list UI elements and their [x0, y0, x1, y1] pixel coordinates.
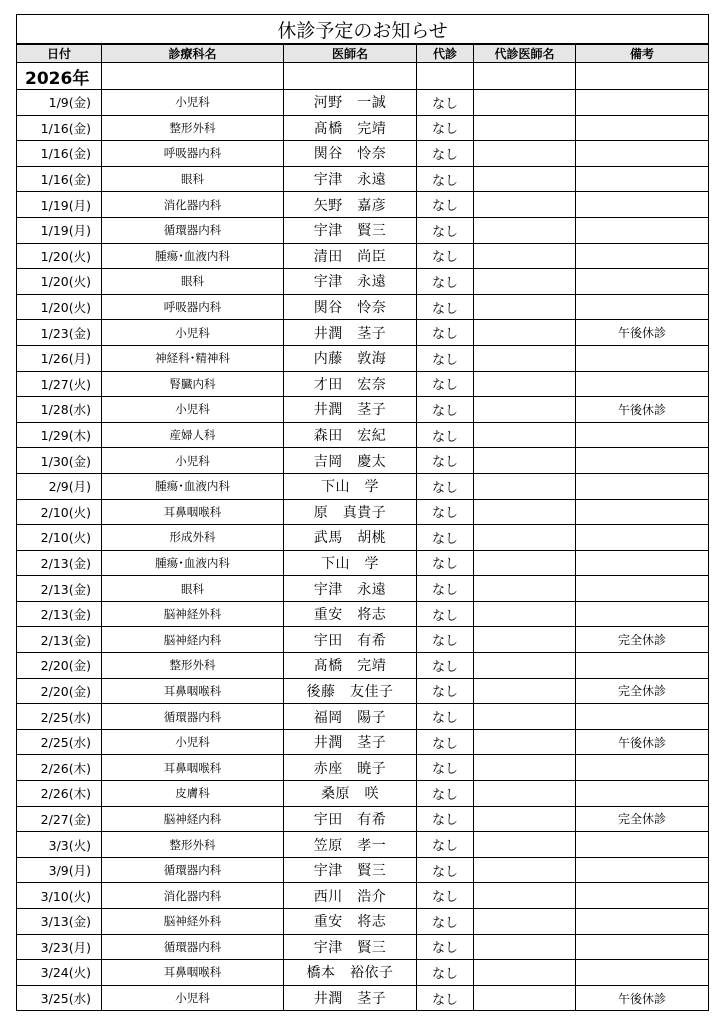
- table-row: [17, 883, 709, 909]
- substitute-cell: なし: [417, 371, 474, 397]
- substitute-cell: なし: [417, 832, 474, 858]
- substitute-doctor-cell: [474, 909, 576, 935]
- remarks-cell: [576, 781, 709, 807]
- substitute-doctor-cell: [474, 525, 576, 551]
- substitute-doctor-cell: [474, 448, 576, 474]
- substitute-cell: なし: [417, 934, 474, 960]
- table-row: [17, 806, 709, 832]
- date-cell: 3/23(月): [17, 934, 102, 960]
- substitute-doctor-cell: [474, 653, 576, 679]
- date-cell: 2/26(木): [17, 781, 102, 807]
- table-row: [17, 217, 709, 243]
- substitute-doctor-cell: [474, 601, 576, 627]
- date-cell: 1/9(金): [17, 90, 102, 116]
- remarks-cell: [576, 90, 709, 116]
- doctor-cell: 河野 一誠: [284, 90, 417, 116]
- remarks-cell: [576, 909, 709, 935]
- date-cell: 2/9(月): [17, 473, 102, 499]
- date-cell: 2/20(金): [17, 678, 102, 704]
- remarks-cell: 完全休診: [576, 806, 709, 832]
- department-cell: 腫瘍･血液内科: [102, 243, 284, 269]
- table-row: [17, 653, 709, 679]
- substitute-doctor-cell: [474, 345, 576, 371]
- department-cell: 小児科: [102, 320, 284, 346]
- table-row: [17, 320, 709, 346]
- remarks-cell: 午後休診: [576, 320, 709, 346]
- date-cell: 2/27(金): [17, 806, 102, 832]
- department-cell: 産婦人科: [102, 422, 284, 448]
- doctor-cell: 宇津 永遠: [284, 269, 417, 295]
- substitute-doctor-cell: [474, 832, 576, 858]
- doctor-cell: 福岡 陽子: [284, 704, 417, 730]
- date-cell: 1/30(金): [17, 448, 102, 474]
- date-cell: 1/16(金): [17, 115, 102, 141]
- doctor-cell: 武馬 胡桃: [284, 525, 417, 551]
- table-row: [17, 371, 709, 397]
- date-cell: 1/23(金): [17, 320, 102, 346]
- department-cell: 消化器内科: [102, 883, 284, 909]
- substitute-cell: なし: [417, 166, 474, 192]
- year-label: 2026年: [17, 63, 102, 90]
- remarks-cell: [576, 166, 709, 192]
- substitute-cell: なし: [417, 499, 474, 525]
- remarks-cell: [576, 269, 709, 295]
- remarks-cell: 完全休診: [576, 627, 709, 653]
- substitute-cell: なし: [417, 192, 474, 218]
- substitute-doctor-cell: [474, 422, 576, 448]
- remarks-cell: [576, 857, 709, 883]
- remarks-cell: [576, 345, 709, 371]
- substitute-cell: なし: [417, 269, 474, 295]
- department-cell: 耳鼻咽喉科: [102, 499, 284, 525]
- department-cell: 脳神経外科: [102, 601, 284, 627]
- substitute-doctor-cell: [474, 704, 576, 730]
- date-cell: 3/3(火): [17, 832, 102, 858]
- department-cell: 脳神経内科: [102, 806, 284, 832]
- date-cell: 1/20(火): [17, 269, 102, 295]
- remarks-cell: [576, 576, 709, 602]
- doctor-cell: 西川 浩介: [284, 883, 417, 909]
- table-row: [17, 243, 709, 269]
- closure-schedule-table: [16, 14, 709, 1011]
- substitute-cell: なし: [417, 422, 474, 448]
- date-cell: 1/20(火): [17, 243, 102, 269]
- date-cell: 1/27(火): [17, 371, 102, 397]
- substitute-cell: なし: [417, 294, 474, 320]
- doctor-cell: 宇田 有希: [284, 806, 417, 832]
- substitute-doctor-cell: [474, 499, 576, 525]
- doctor-cell: 笠原 孝一: [284, 832, 417, 858]
- date-cell: 2/10(火): [17, 499, 102, 525]
- table-row: [17, 627, 709, 653]
- year-row-empty-cell: [102, 63, 284, 90]
- department-cell: 整形外科: [102, 832, 284, 858]
- table-row: [17, 704, 709, 730]
- doctor-cell: 桑原 咲: [284, 781, 417, 807]
- remarks-cell: 午後休診: [576, 397, 709, 423]
- table-row: [17, 345, 709, 371]
- substitute-cell: なし: [417, 909, 474, 935]
- table-row: [17, 755, 709, 781]
- substitute-doctor-cell: [474, 217, 576, 243]
- doctor-cell: 宇津 賢三: [284, 934, 417, 960]
- date-cell: 2/20(金): [17, 653, 102, 679]
- substitute-doctor-cell: [474, 550, 576, 576]
- date-cell: 2/13(金): [17, 627, 102, 653]
- table-row: [17, 909, 709, 935]
- substitute-doctor-cell: [474, 857, 576, 883]
- date-cell: 3/24(火): [17, 960, 102, 986]
- substitute-cell: なし: [417, 678, 474, 704]
- doctor-cell: 宇津 賢三: [284, 857, 417, 883]
- doctor-cell: 清田 尚臣: [284, 243, 417, 269]
- department-cell: 腎臓内科: [102, 371, 284, 397]
- date-cell: 1/19(月): [17, 192, 102, 218]
- doctor-cell: 吉岡 慶太: [284, 448, 417, 474]
- table-row: [17, 192, 709, 218]
- substitute-doctor-cell: [474, 576, 576, 602]
- table-row: [17, 781, 709, 807]
- remarks-cell: [576, 550, 709, 576]
- department-cell: 消化器内科: [102, 192, 284, 218]
- department-cell: 耳鼻咽喉科: [102, 755, 284, 781]
- department-cell: 眼科: [102, 269, 284, 295]
- remarks-cell: [576, 294, 709, 320]
- department-cell: 呼吸器内科: [102, 141, 284, 167]
- doctor-cell: 原 真貴子: [284, 499, 417, 525]
- page-title: 休診予定のお知らせ: [17, 15, 709, 45]
- table-row: [17, 422, 709, 448]
- table-row: [17, 857, 709, 883]
- doctor-cell: 井潤 茎子: [284, 320, 417, 346]
- department-cell: 小児科: [102, 397, 284, 423]
- header-row: [17, 44, 709, 63]
- department-cell: 小児科: [102, 90, 284, 116]
- substitute-doctor-cell: [474, 985, 576, 1011]
- substitute-doctor-cell: [474, 781, 576, 807]
- remarks-cell: [576, 601, 709, 627]
- substitute-cell: なし: [417, 243, 474, 269]
- substitute-cell: なし: [417, 601, 474, 627]
- doctor-cell: 下山 学: [284, 550, 417, 576]
- substitute-cell: なし: [417, 525, 474, 551]
- doctor-cell: 井潤 茎子: [284, 397, 417, 423]
- table-row: [17, 576, 709, 602]
- doctor-cell: 森田 宏紀: [284, 422, 417, 448]
- date-cell: 3/25(水): [17, 985, 102, 1011]
- table-row: [17, 90, 709, 116]
- substitute-doctor-cell: [474, 806, 576, 832]
- doctor-cell: 橋本 裕依子: [284, 960, 417, 986]
- remarks-cell: [576, 448, 709, 474]
- table-row: [17, 499, 709, 525]
- table-row: [17, 832, 709, 858]
- department-cell: 耳鼻咽喉科: [102, 678, 284, 704]
- department-cell: 神経科･精神科: [102, 345, 284, 371]
- doctor-cell: 後藤 友佳子: [284, 678, 417, 704]
- department-cell: 循環器内科: [102, 217, 284, 243]
- remarks-cell: [576, 141, 709, 167]
- doctor-cell: 内藤 敦海: [284, 345, 417, 371]
- doctor-cell: 井潤 茎子: [284, 729, 417, 755]
- doctor-cell: 才田 宏奈: [284, 371, 417, 397]
- department-cell: 整形外科: [102, 115, 284, 141]
- substitute-doctor-cell: [474, 473, 576, 499]
- substitute-cell: なし: [417, 781, 474, 807]
- department-cell: 皮膚科: [102, 781, 284, 807]
- substitute-cell: なし: [417, 320, 474, 346]
- date-cell: 2/25(水): [17, 704, 102, 730]
- remarks-cell: [576, 371, 709, 397]
- department-cell: 循環器内科: [102, 934, 284, 960]
- date-cell: 3/13(金): [17, 909, 102, 935]
- substitute-doctor-cell: [474, 294, 576, 320]
- doctor-cell: 井潤 茎子: [284, 985, 417, 1011]
- year-row-empty-cell: [474, 63, 576, 90]
- remarks-cell: 完全休診: [576, 678, 709, 704]
- table-row: [17, 729, 709, 755]
- remarks-cell: [576, 115, 709, 141]
- department-cell: 小児科: [102, 729, 284, 755]
- substitute-doctor-cell: [474, 243, 576, 269]
- doctor-cell: 矢野 嘉彦: [284, 192, 417, 218]
- department-cell: 整形外科: [102, 653, 284, 679]
- remarks-cell: [576, 422, 709, 448]
- substitute-doctor-cell: [474, 320, 576, 346]
- substitute-cell: なし: [417, 985, 474, 1011]
- table-row: [17, 960, 709, 986]
- department-cell: 脳神経外科: [102, 909, 284, 935]
- department-cell: 腫瘍･血液内科: [102, 550, 284, 576]
- doctor-cell: 下山 学: [284, 473, 417, 499]
- department-cell: 眼科: [102, 166, 284, 192]
- date-cell: 1/19(月): [17, 217, 102, 243]
- substitute-doctor-cell: [474, 729, 576, 755]
- department-cell: 小児科: [102, 985, 284, 1011]
- remarks-cell: [576, 243, 709, 269]
- substitute-doctor-cell: [474, 269, 576, 295]
- date-cell: 2/10(火): [17, 525, 102, 551]
- date-cell: 2/13(金): [17, 576, 102, 602]
- substitute-doctor-cell: [474, 371, 576, 397]
- table-row: [17, 525, 709, 551]
- year-row: [17, 63, 709, 90]
- table-row: [17, 294, 709, 320]
- remarks-cell: [576, 883, 709, 909]
- table-row: [17, 550, 709, 576]
- table-row: [17, 166, 709, 192]
- doctor-cell: 関谷 怜奈: [284, 294, 417, 320]
- table-row: [17, 448, 709, 474]
- doctor-cell: 髙橋 完靖: [284, 653, 417, 679]
- substitute-doctor-cell: [474, 115, 576, 141]
- substitute-cell: なし: [417, 90, 474, 116]
- remarks-cell: [576, 192, 709, 218]
- department-cell: 耳鼻咽喉科: [102, 960, 284, 986]
- department-cell: 形成外科: [102, 525, 284, 551]
- substitute-cell: なし: [417, 576, 474, 602]
- date-cell: 1/29(木): [17, 422, 102, 448]
- doctor-cell: 宇津 永遠: [284, 166, 417, 192]
- remarks-cell: [576, 934, 709, 960]
- doctor-cell: 髙橋 完靖: [284, 115, 417, 141]
- department-cell: 腫瘍･血液内科: [102, 473, 284, 499]
- date-cell: 2/25(水): [17, 729, 102, 755]
- department-cell: 循環器内科: [102, 857, 284, 883]
- header-remarks: 備考: [576, 44, 709, 63]
- substitute-doctor-cell: [474, 755, 576, 781]
- substitute-cell: なし: [417, 345, 474, 371]
- table-row: [17, 115, 709, 141]
- remarks-cell: [576, 473, 709, 499]
- date-cell: 2/13(金): [17, 550, 102, 576]
- date-cell: 2/13(金): [17, 601, 102, 627]
- substitute-cell: なし: [417, 550, 474, 576]
- substitute-doctor-cell: [474, 141, 576, 167]
- department-cell: 呼吸器内科: [102, 294, 284, 320]
- table-body: [17, 63, 709, 1011]
- year-row-empty-cell: [284, 63, 417, 90]
- remarks-cell: [576, 960, 709, 986]
- substitute-doctor-cell: [474, 192, 576, 218]
- substitute-doctor-cell: [474, 397, 576, 423]
- header-doctor: 医師名: [284, 44, 417, 63]
- table-row: [17, 678, 709, 704]
- table-row: [17, 397, 709, 423]
- table-row: [17, 269, 709, 295]
- table-row: [17, 601, 709, 627]
- department-cell: 脳神経内科: [102, 627, 284, 653]
- substitute-cell: なし: [417, 704, 474, 730]
- substitute-cell: なし: [417, 473, 474, 499]
- doctor-cell: 重安 将志: [284, 909, 417, 935]
- remarks-cell: [576, 755, 709, 781]
- remarks-cell: [576, 832, 709, 858]
- department-cell: 循環器内科: [102, 704, 284, 730]
- date-cell: 1/20(火): [17, 294, 102, 320]
- substitute-doctor-cell: [474, 960, 576, 986]
- substitute-doctor-cell: [474, 166, 576, 192]
- table-row: [17, 985, 709, 1011]
- remarks-cell: 午後休診: [576, 729, 709, 755]
- table-row: [17, 141, 709, 167]
- substitute-cell: なし: [417, 883, 474, 909]
- remarks-cell: [576, 704, 709, 730]
- table-row: [17, 934, 709, 960]
- substitute-cell: なし: [417, 627, 474, 653]
- remarks-cell: [576, 499, 709, 525]
- date-cell: 1/16(金): [17, 141, 102, 167]
- table-row: [17, 473, 709, 499]
- date-cell: 3/9(月): [17, 857, 102, 883]
- doctor-cell: 宇津 永遠: [284, 576, 417, 602]
- remarks-cell: [576, 217, 709, 243]
- date-cell: 1/16(金): [17, 166, 102, 192]
- substitute-doctor-cell: [474, 678, 576, 704]
- substitute-doctor-cell: [474, 627, 576, 653]
- header-date: 日付: [17, 44, 102, 63]
- date-cell: 1/26(月): [17, 345, 102, 371]
- substitute-cell: なし: [417, 115, 474, 141]
- department-cell: 小児科: [102, 448, 284, 474]
- substitute-cell: なし: [417, 217, 474, 243]
- substitute-doctor-cell: [474, 883, 576, 909]
- header-substitute-doctor: 代診医師名: [474, 44, 576, 63]
- date-cell: 2/26(木): [17, 755, 102, 781]
- remarks-cell: [576, 525, 709, 551]
- doctor-cell: 宇津 賢三: [284, 217, 417, 243]
- department-cell: 眼科: [102, 576, 284, 602]
- doctor-cell: 赤座 暁子: [284, 755, 417, 781]
- date-cell: 1/28(水): [17, 397, 102, 423]
- substitute-cell: なし: [417, 960, 474, 986]
- header-substitute: 代診: [417, 44, 474, 63]
- substitute-cell: なし: [417, 141, 474, 167]
- substitute-cell: なし: [417, 397, 474, 423]
- substitute-cell: なし: [417, 857, 474, 883]
- doctor-cell: 重安 将志: [284, 601, 417, 627]
- title-row: [17, 15, 709, 45]
- substitute-doctor-cell: [474, 90, 576, 116]
- remarks-cell: 午後休診: [576, 985, 709, 1011]
- year-row-empty-cell: [576, 63, 709, 90]
- substitute-cell: なし: [417, 448, 474, 474]
- substitute-cell: なし: [417, 653, 474, 679]
- remarks-cell: [576, 653, 709, 679]
- substitute-doctor-cell: [474, 934, 576, 960]
- header-department: 診療科名: [102, 44, 284, 63]
- substitute-cell: なし: [417, 729, 474, 755]
- substitute-cell: なし: [417, 806, 474, 832]
- year-row-empty-cell: [417, 63, 474, 90]
- doctor-cell: 宇田 有希: [284, 627, 417, 653]
- doctor-cell: 関谷 怜奈: [284, 141, 417, 167]
- date-cell: 3/10(火): [17, 883, 102, 909]
- substitute-cell: なし: [417, 755, 474, 781]
